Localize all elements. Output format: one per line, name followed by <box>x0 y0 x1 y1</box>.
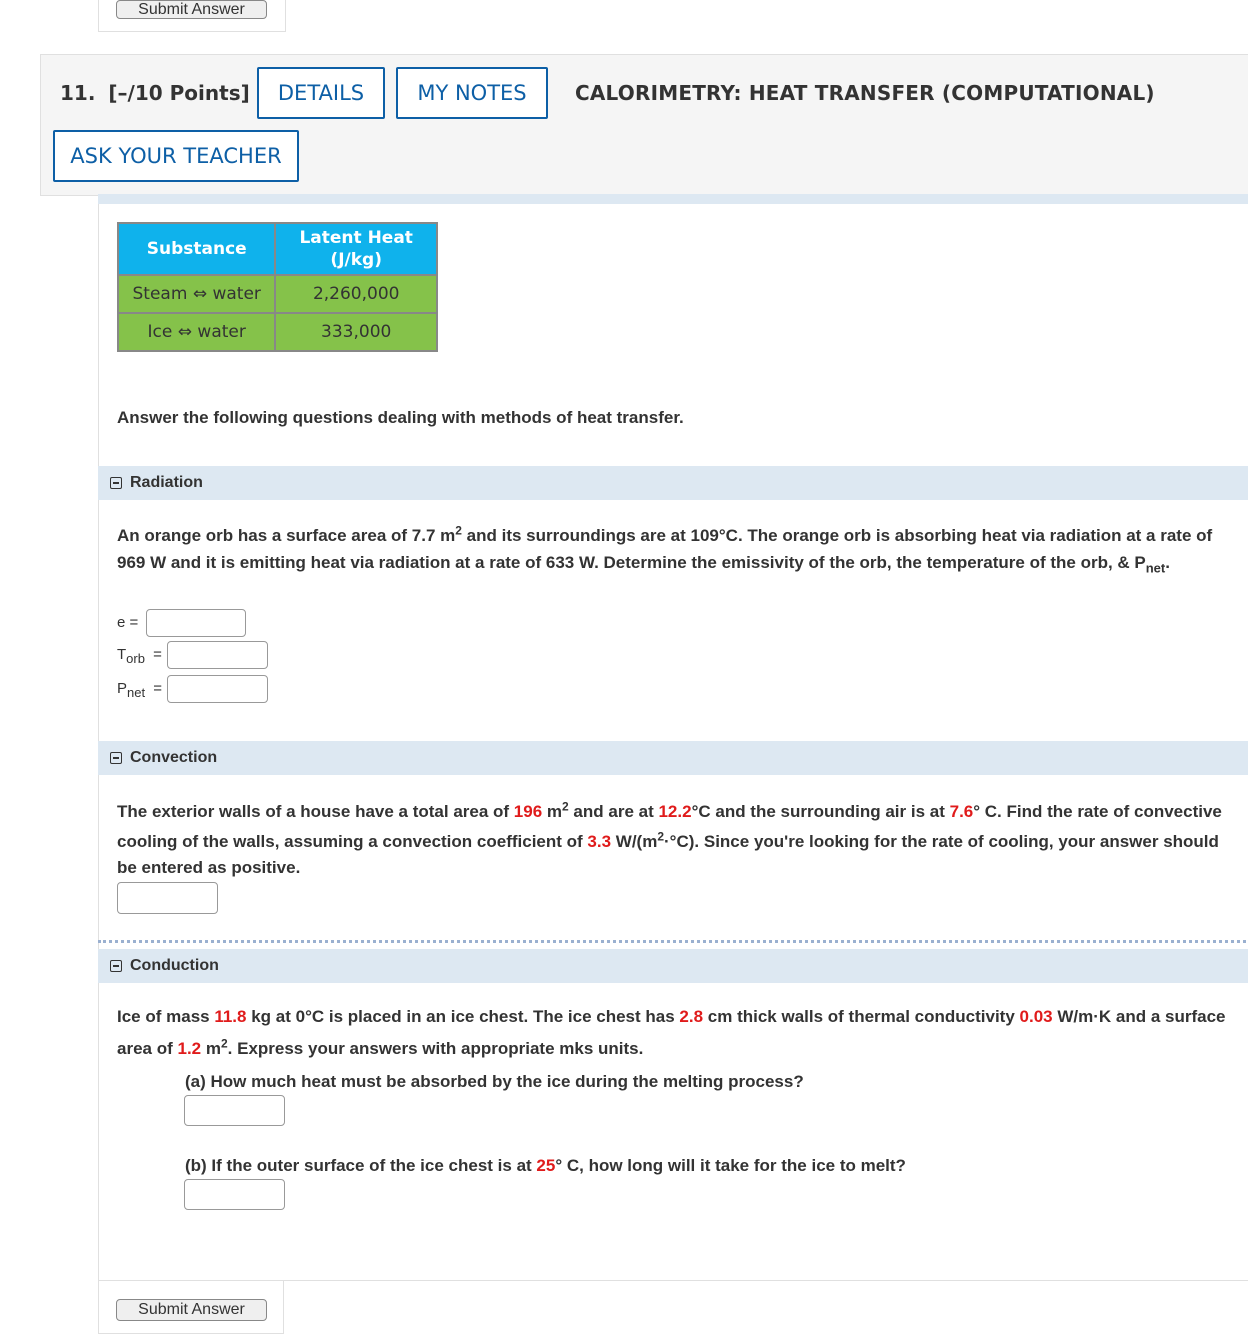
conduction-section-header[interactable] <box>98 949 1248 983</box>
convection-text: The exterior walls of a house have a total area of 196 $m^2$ and are at 12.2°C and the surrounding air is at 7.6° C. Find the rate of convective cooling of the walls, assuming a convection coefficient of 3.3 $W/(m^2\cdot^\circ C)$. Since you're looking for the rate of cooling, your answer should be entered as positive. <box>117 799 1222 877</box>
intro-text: Answer the following questions dealing with methods of heat transfer. <box>117 408 684 427</box>
conduction-question-b: (b) If the outer surface of the ice chest is at 25° C, how long will it take for the ice to melt? <box>185 1156 906 1175</box>
question-title: CALORIMETRY: HEAT TRANSFER (COMPUTATIONAL) <box>575 81 1155 105</box>
question-number <box>60 81 250 105</box>
ask-your-teacher-button[interactable]: ASK YOUR TEACHER <box>53 130 299 182</box>
latent-heat-table <box>117 222 438 352</box>
convection-answer-input[interactable] <box>117 882 218 914</box>
conduction-title: Conduction <box>130 957 219 974</box>
convection-section-header[interactable] <box>98 741 1248 775</box>
question-number-text: 11. <box>60 81 96 105</box>
dotted-divider <box>98 940 1248 943</box>
table-cell-value: 2,260,000 <box>275 275 437 313</box>
latent-heat-unit: (J/kg) <box>330 250 382 270</box>
collapse-icon[interactable] <box>110 960 122 972</box>
emissivity-label: e = <box>117 614 139 631</box>
table-row <box>118 275 437 313</box>
latent-heat-label: Latent Heat <box>299 228 413 248</box>
content-top-bar <box>98 194 1248 204</box>
radiation-title: Radiation <box>130 474 203 491</box>
conduction-answer-b-input[interactable] <box>184 1179 285 1210</box>
my-notes-button[interactable]: MY NOTES <box>396 67 548 119</box>
radiation-text: An orange orb has a surface area of 7.7 $m^2$ and its surroundings are at 109°C. The orange orb is absorbing heat via radiation at a rate of 969 W and it is emitting heat via radiation at a rate of 633 W. Determine the emissivity of the orb, the temperature of the orb, & $P_{net}$. <box>117 523 1213 576</box>
conduction-answer-a-input[interactable] <box>184 1095 285 1126</box>
collapse-icon[interactable] <box>110 477 122 489</box>
emissivity-input[interactable] <box>146 609 246 637</box>
table-header-latent-heat <box>275 223 437 275</box>
p-net-label: $P_{net}$ = <box>117 680 163 700</box>
table-cell-substance: Steam ⇔ water <box>118 275 275 313</box>
collapse-icon[interactable] <box>110 752 122 764</box>
details-button[interactable]: DETAILS <box>257 67 385 119</box>
table-cell-value: 333,000 <box>275 313 437 351</box>
p-net-input[interactable] <box>167 675 268 703</box>
t-orb-label: $T_{orb}$ = <box>117 646 162 666</box>
table-cell-substance: Ice ⇔ water <box>118 313 275 351</box>
t-orb-input[interactable] <box>167 641 268 669</box>
conduction-text: Ice of mass 11.8 kg at 0°C is placed in an ice chest. The ice chest has 2.8 cm thick walls of thermal conductivity 0.03 W/m·K and a surface area of 1.2 $m^2$. Express your answers with appropriate mks units. <box>117 1007 1226 1058</box>
conduction-question-a: (a) How much heat must be absorbed by the ice during the melting process? <box>185 1072 804 1091</box>
table-row <box>118 313 437 351</box>
submit-answer-button[interactable]: Submit Answer <box>116 1299 267 1321</box>
radiation-section-header[interactable] <box>98 466 1248 500</box>
question-points: [–/10 Points] <box>108 81 250 105</box>
convection-title: Convection <box>130 749 218 766</box>
table-header-substance: Substance <box>118 223 275 275</box>
previous-submit-button[interactable]: Submit Answer <box>116 0 267 19</box>
